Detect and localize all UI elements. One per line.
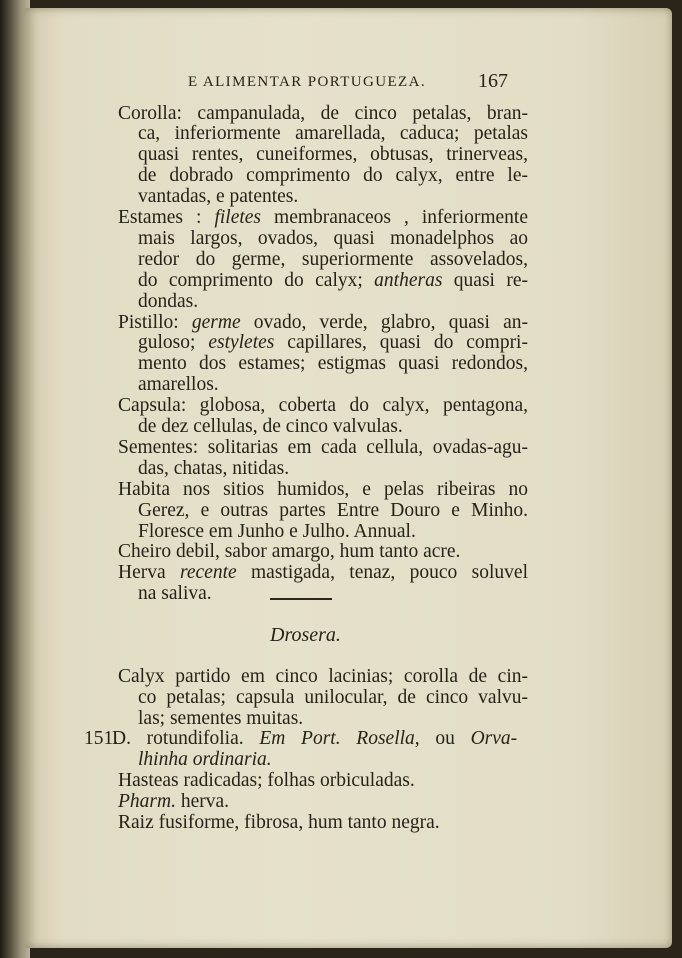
text-line bbox=[118, 791, 229, 813]
text-run: Habita nos sitios humidos, e pelas ribeiras no bbox=[118, 478, 528, 500]
text-line bbox=[118, 395, 528, 417]
text-run: do comprimento do calyx; bbox=[138, 269, 375, 291]
text-line bbox=[138, 165, 528, 187]
text-run: na saliva. bbox=[138, 583, 212, 605]
text-line bbox=[118, 562, 528, 584]
text-run: de dobrado comprimento do calyx, entre le- bbox=[138, 165, 528, 187]
text-run: membranaceos , inferiormente bbox=[261, 207, 528, 228]
section-title: Drosera. bbox=[270, 624, 341, 646]
text-line bbox=[138, 228, 528, 250]
text-run: Estames : bbox=[118, 207, 215, 228]
text-line bbox=[118, 103, 528, 125]
text-run: redor do germe, superiormente assovelados, bbox=[138, 248, 528, 270]
section-divider bbox=[270, 598, 332, 600]
italic-text-run: filetes bbox=[214, 207, 262, 228]
text-run: mento dos estames; estigmas quasi redondos, bbox=[138, 353, 528, 375]
italic-text-run: estyletes bbox=[208, 332, 275, 354]
text-line bbox=[138, 332, 528, 354]
text-run: ca, inferiormente amarellada, caduca; petalas bbox=[138, 123, 528, 145]
text-run: Cheiro debil, sabor amargo, hum tanto acre. bbox=[118, 541, 461, 563]
text-run: de dez cellulas, de cinco valvulas. bbox=[138, 416, 403, 437]
text-run: dondas. bbox=[138, 290, 199, 312]
text-line bbox=[138, 749, 272, 771]
text-line bbox=[138, 353, 528, 375]
text-run: ovado, verde, glabro, quasi an- bbox=[240, 311, 528, 333]
text-run: vantadas, e patentes. bbox=[138, 186, 299, 208]
text-line bbox=[118, 770, 415, 792]
text-run: co petalas; capsula unilocular, de cinco valvu- bbox=[138, 686, 528, 708]
text-line bbox=[138, 583, 212, 605]
text-line bbox=[138, 500, 528, 522]
text-run: guloso; bbox=[138, 332, 209, 354]
text-run: D. rotundifolia. bbox=[112, 728, 260, 749]
text-line bbox=[118, 812, 440, 834]
page-number: 167 bbox=[478, 70, 508, 92]
text-run: quasi re- bbox=[442, 269, 528, 291]
text-run: Herva bbox=[118, 562, 180, 584]
text-run: herva. bbox=[175, 790, 230, 812]
text-run: mais largos, ovados, quasi monadelphos ao bbox=[138, 227, 528, 249]
text-line bbox=[138, 186, 298, 208]
text-run: , ou bbox=[414, 728, 471, 749]
text-line bbox=[138, 521, 416, 543]
text-run: Raiz fusiforme, fibrosa, hum tanto negra. bbox=[118, 811, 440, 833]
text-line bbox=[112, 728, 517, 750]
text-run: Pistillo: bbox=[118, 311, 192, 333]
text-line bbox=[118, 312, 528, 334]
text-line bbox=[138, 123, 528, 145]
text-line bbox=[138, 687, 528, 709]
running-title: E ALIMENTAR PORTUGUEZA. bbox=[188, 74, 427, 90]
species-number: 151. bbox=[84, 728, 119, 749]
text-run: das, chatas, nitidas. bbox=[138, 457, 290, 479]
text-run: Calyx partido em cinco lacinias; corolla de cin- bbox=[118, 666, 528, 687]
italic-text-run: lhinha ordinaria. bbox=[138, 749, 272, 770]
text-line bbox=[138, 270, 528, 292]
text-line bbox=[138, 708, 303, 730]
text-line bbox=[138, 416, 403, 438]
text-line bbox=[118, 437, 528, 459]
text-run: las; sementes muitas. bbox=[138, 707, 304, 729]
italic-text-run: germe bbox=[191, 311, 241, 333]
text-line bbox=[138, 144, 528, 166]
text-run: amarellos. bbox=[138, 374, 219, 396]
text-line bbox=[118, 666, 528, 688]
italic-text-run: Orva- bbox=[470, 728, 518, 749]
text-run: Corolla: campanulada, de cinco petalas, bran- bbox=[118, 102, 528, 124]
text-run: Floresce em Junho e Julho. Annual. bbox=[138, 520, 416, 542]
text-run: quasi rentes, cuneiformes, obtusas, trinerveas, bbox=[138, 144, 528, 166]
italic-text-run: Em Port. Rosella bbox=[259, 728, 415, 749]
text-line bbox=[138, 458, 289, 480]
italic-text-run: recente bbox=[180, 562, 237, 584]
text-run: capillares, quasi do compri- bbox=[274, 332, 528, 354]
text-line bbox=[118, 479, 528, 501]
text-line bbox=[138, 291, 198, 313]
text-run: Capsula: globosa, coberta do calyx, pentagona, bbox=[118, 395, 528, 417]
text-run: mastigada, tenaz, pouco soluvel bbox=[236, 562, 528, 584]
italic-text-run: antheras bbox=[374, 269, 443, 291]
text-run: Sementes: solitarias em cada cellula, ovadas-agu- bbox=[118, 436, 528, 458]
italic-text-run: Pharm. bbox=[118, 790, 176, 812]
text-line bbox=[138, 374, 219, 396]
text-run: Hasteas radicadas; folhas orbiculadas. bbox=[118, 770, 415, 791]
text-line bbox=[118, 541, 460, 563]
text-line bbox=[118, 207, 528, 229]
text-line bbox=[138, 249, 528, 271]
text-run: Gerez, e outras partes Entre Douro e Minho. bbox=[138, 499, 528, 521]
